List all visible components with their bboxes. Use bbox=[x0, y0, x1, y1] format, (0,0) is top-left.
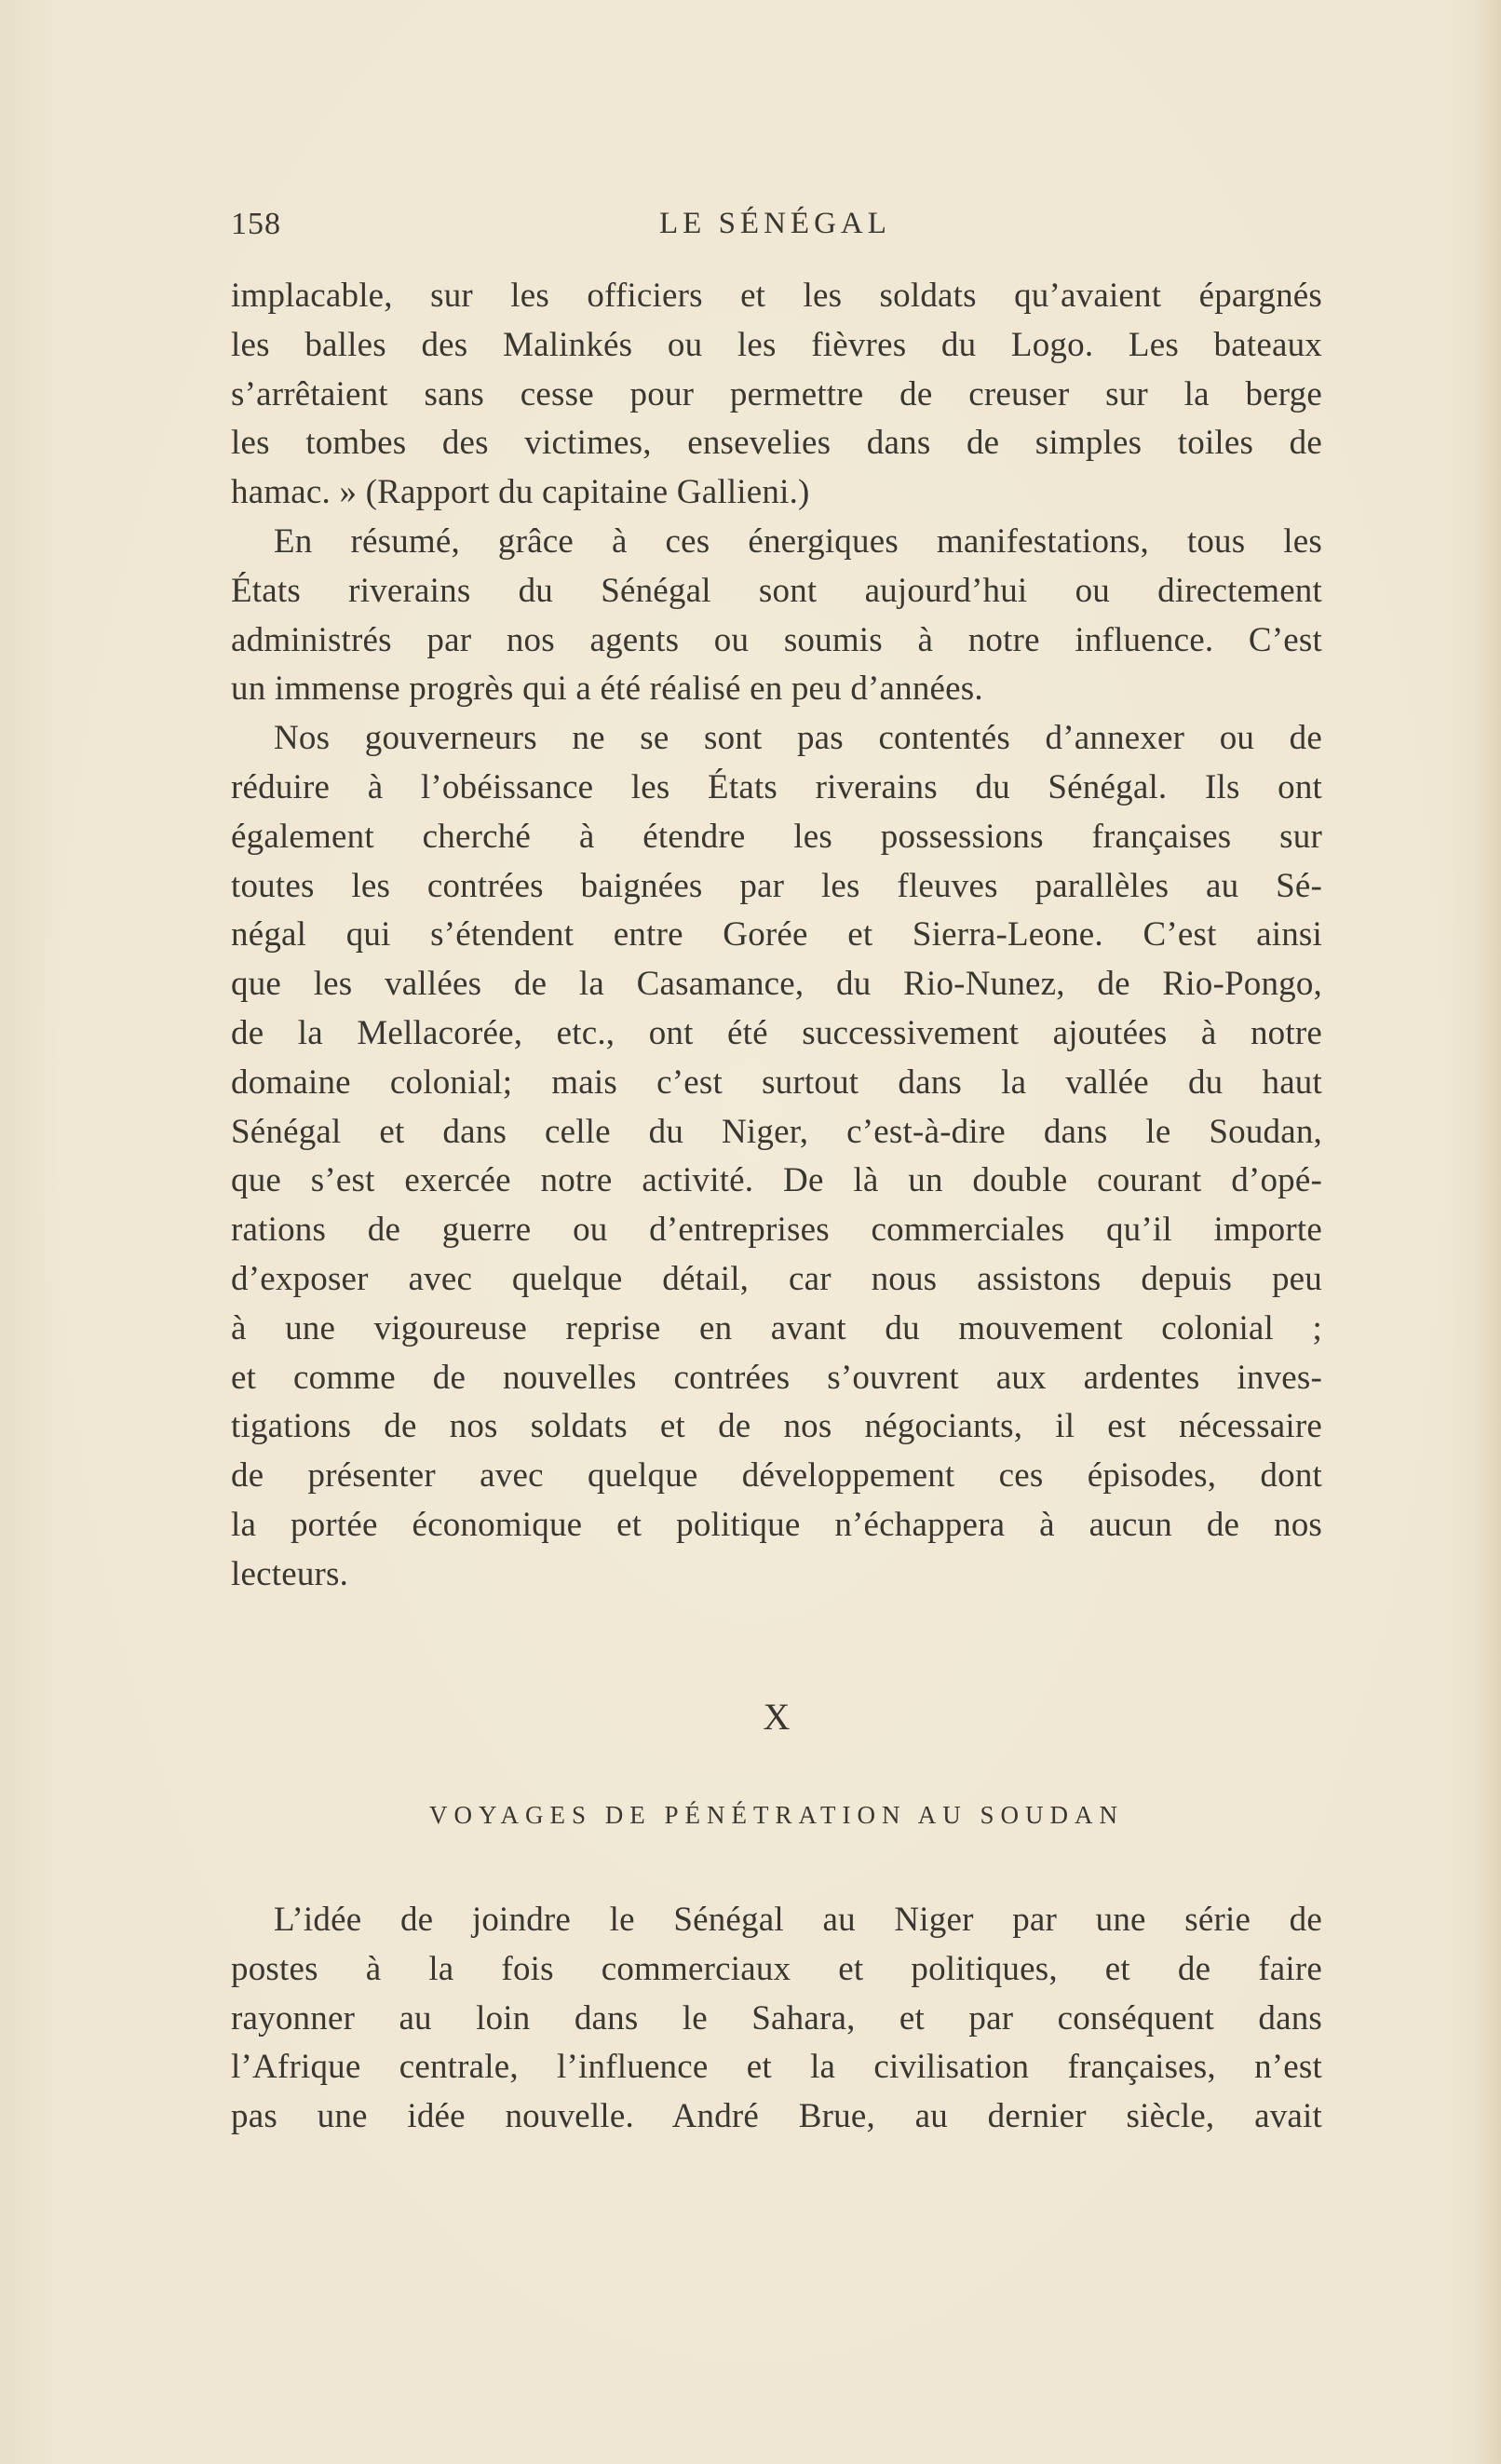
text-line: rations de guerre ou d’entreprises commerciales qu’il importe bbox=[231, 1211, 1322, 1250]
running-head bbox=[231, 207, 1322, 253]
text-line: de la Mellacorée, etc., ont été successivement ajoutées à notre bbox=[231, 1013, 1322, 1052]
text-line: de présenter avec quelque développement ces épisodes, dont bbox=[231, 1456, 1322, 1496]
text-line: administrés par nos agents ou soumis à notre influence. C’est bbox=[231, 620, 1322, 659]
text-line: domaine colonial; mais c’est surtout dans la vallée du haut bbox=[231, 1063, 1322, 1102]
text-line: également cherché à étendre les possessions françaises sur bbox=[231, 817, 1322, 856]
body-text-section-1 bbox=[231, 272, 1322, 1600]
text-line: postes à la fois commerciaux et politiques, et de faire bbox=[231, 1949, 1322, 1988]
text-line: que s’est exercée notre activité. De là un double courant d’opé- bbox=[231, 1161, 1322, 1200]
text-line: réduire à l’obéissance les États riverains du Sénégal. Ils ont bbox=[231, 767, 1322, 806]
text-line: tigations de nos soldats et de nos négociants, il est nécessaire bbox=[231, 1407, 1322, 1446]
body-text-section-2 bbox=[231, 1896, 1322, 2142]
running-title: LE SÉNÉGAL bbox=[659, 207, 891, 240]
text-line: s’arrêtaient sans cesse pour permettre de creuser sur la berge bbox=[231, 374, 1322, 413]
text-line: l’Afrique centrale, l’influence et la civilisation françaises, n’est bbox=[231, 2048, 1322, 2087]
text-line: négal qui s’étendent entre Gorée et Sierra-Leone. C’est ainsi bbox=[231, 915, 1322, 954]
chapter-title: VOYAGES DE PÉNÉTRATION AU SOUDAN bbox=[428, 1801, 1124, 1829]
text-line: L’idée de joindre le Sénégal au Niger par une série de bbox=[274, 1901, 1322, 1939]
text-line: lecteurs. bbox=[231, 1554, 349, 1593]
text-line: Nos gouverneurs ne se sont pas contentés d’annexer ou de bbox=[274, 719, 1322, 758]
text-line: et comme de nouvelles contrées s’ouvrent aux ardentes inves- bbox=[231, 1358, 1322, 1397]
chapter-number: X bbox=[763, 1696, 791, 1738]
text-line: En résumé, grâce à ces énergiques manifestations, tous les bbox=[274, 521, 1322, 561]
text-line: hamac. » (Rapport du capitaine Gallieni.) bbox=[231, 473, 810, 512]
page-edge-shadow bbox=[1473, 0, 1501, 2464]
text-line: un immense progrès qui a été réalisé en peu d’années. bbox=[231, 670, 983, 709]
text-line: implacable, sur les officiers et les soldats qu’avaient épargnés bbox=[231, 277, 1322, 315]
text-line: rayonner au loin dans le Sahara, et par conséquent dans bbox=[231, 1998, 1322, 2038]
text-line: Sénégal et dans celle du Niger, c’est-à-dire dans le Soudan, bbox=[231, 1112, 1322, 1151]
text-line: que les vallées de la Casamance, du Rio-Nunez, de Rio-Pongo, bbox=[231, 965, 1322, 1004]
text-line: les balles des Malinkés ou les fièvres du Logo. Les bateaux bbox=[231, 325, 1322, 364]
text-line: à une vigoureuse reprise en avant du mouvement colonial ; bbox=[231, 1308, 1322, 1347]
text-line: les tombes des victimes, ensevelies dans de simples toiles de bbox=[231, 424, 1322, 463]
text-line: toutes les contrées baignées par les fleuves parallèles au Sé- bbox=[231, 866, 1322, 905]
page-number: 158 bbox=[231, 207, 281, 241]
text-line: États riverains du Sénégal sont aujourd’hui ou directement bbox=[231, 571, 1322, 610]
text-line: pas une idée nouvelle. André Brue, au dernier siècle, avait bbox=[231, 2097, 1322, 2136]
text-line: la portée économique et politique n’échappera à aucun de nos bbox=[231, 1505, 1322, 1544]
text-line: d’exposer avec quelque détail, car nous assistons depuis peu bbox=[231, 1259, 1322, 1298]
